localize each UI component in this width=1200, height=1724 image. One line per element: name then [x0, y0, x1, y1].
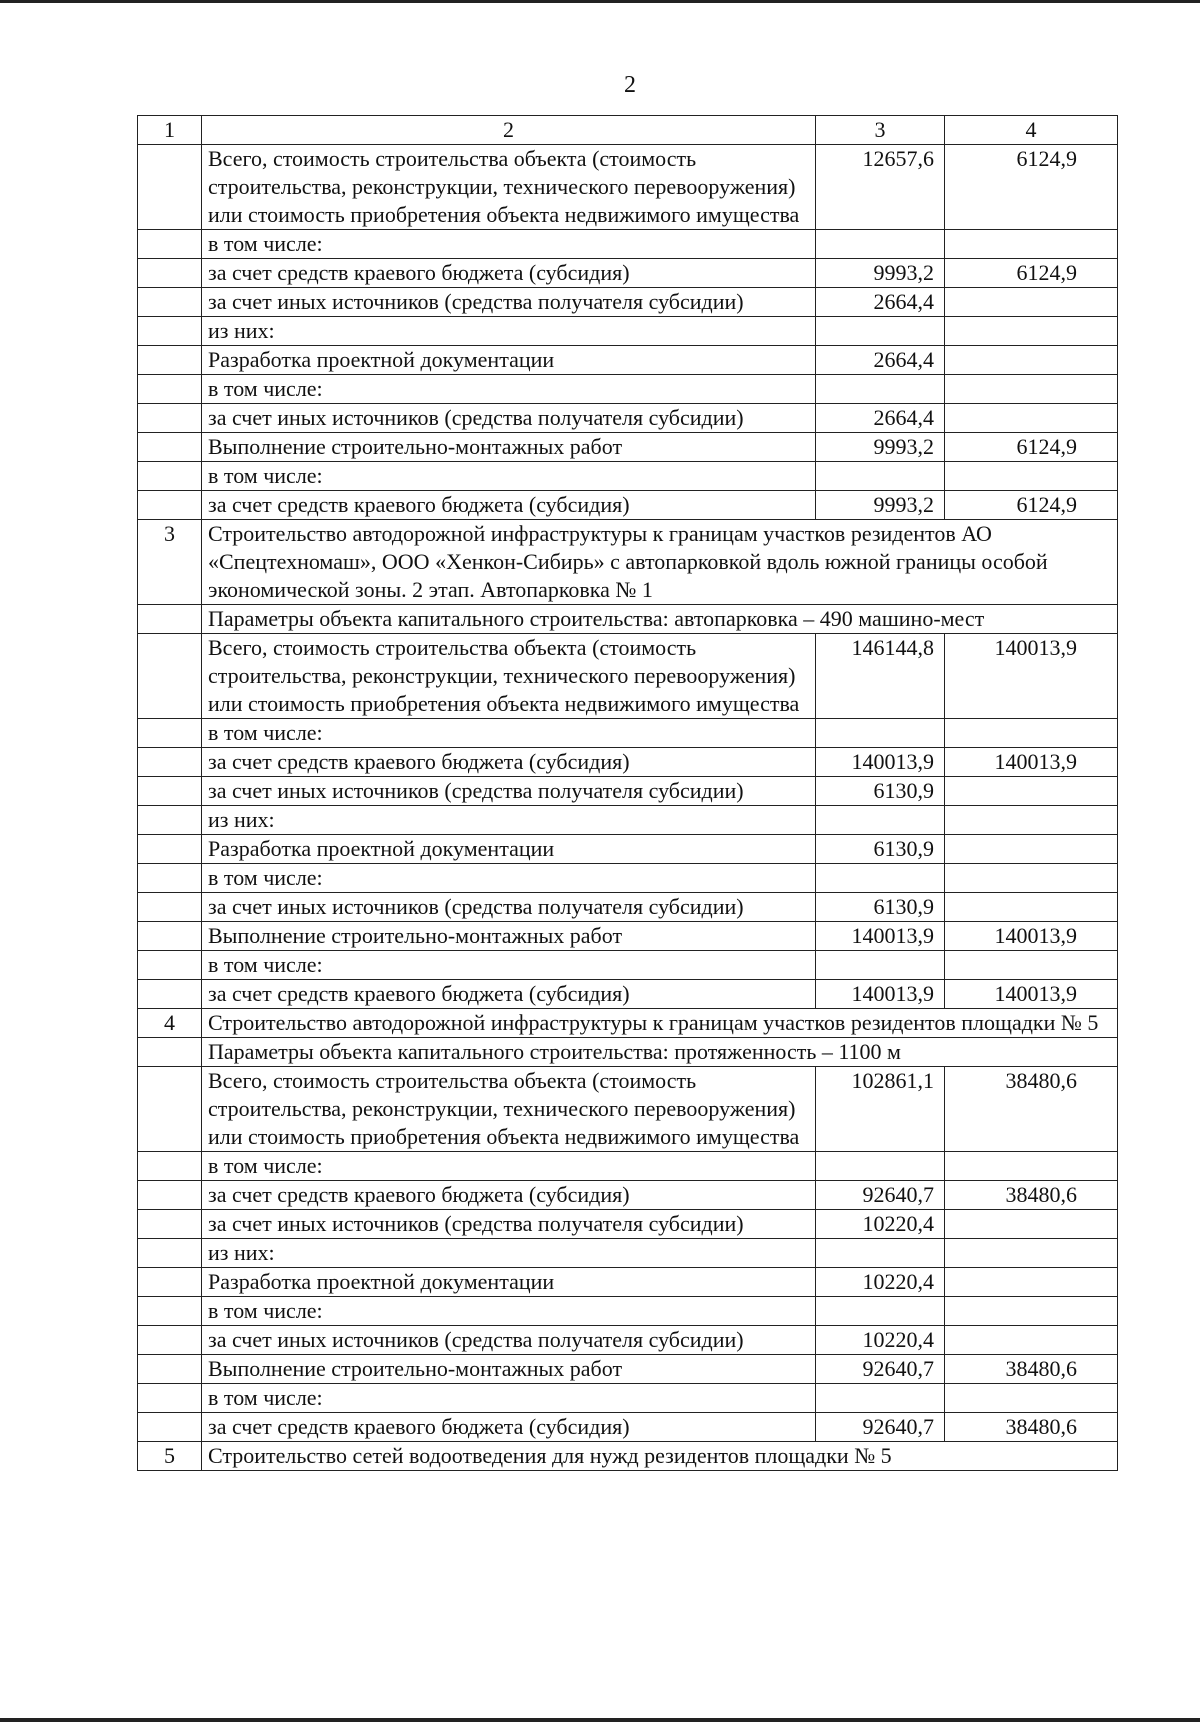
row-number	[138, 1297, 202, 1326]
row-description: в том числе:	[202, 1384, 816, 1413]
row-description: за счет иных источников (средства получателя субсидии)	[202, 777, 816, 806]
row-description: в том числе:	[202, 864, 816, 893]
table-row	[138, 1210, 1118, 1239]
table-row	[138, 230, 1118, 259]
table-row	[138, 806, 1118, 835]
row-description: в том числе:	[202, 1297, 816, 1326]
scan-bottom-edge	[0, 1718, 1200, 1722]
section-title: Параметры объекта капитального строительства: протяженность – 1100 м	[202, 1038, 1118, 1067]
value-col-3	[816, 951, 945, 980]
row-number	[138, 864, 202, 893]
row-number	[138, 605, 202, 634]
row-description: за счет средств краевого бюджета (субсидия)	[202, 491, 816, 520]
table-row	[138, 777, 1118, 806]
row-number	[138, 259, 202, 288]
value-col-4	[945, 346, 1118, 375]
row-number	[138, 1355, 202, 1384]
table-row	[138, 1355, 1118, 1384]
row-number	[138, 951, 202, 980]
row-number	[138, 346, 202, 375]
table-row	[138, 259, 1118, 288]
row-number	[138, 1268, 202, 1297]
table-row	[138, 145, 1118, 230]
section-title: Строительство сетей водоотведения для нужд резидентов площадки № 5	[202, 1442, 1118, 1471]
table-row	[138, 1326, 1118, 1355]
row-number	[138, 404, 202, 433]
row-description: за счет иных источников (средства получателя субсидии)	[202, 288, 816, 317]
section-title: Параметры объекта капитального строительства: автопарковка – 490 машино-мест	[202, 605, 1118, 634]
row-description: Разработка проектной документации	[202, 1268, 816, 1297]
table-row	[138, 462, 1118, 491]
value-col-4: 6124,9	[945, 433, 1118, 462]
table-row	[138, 980, 1118, 1009]
value-col-3	[816, 1384, 945, 1413]
value-col-4	[945, 1384, 1118, 1413]
row-number	[138, 230, 202, 259]
table-row	[138, 719, 1118, 748]
value-col-3: 6130,9	[816, 893, 945, 922]
value-col-3: 9993,2	[816, 491, 945, 520]
value-col-3	[816, 864, 945, 893]
value-col-3	[816, 462, 945, 491]
value-col-4: 140013,9	[945, 748, 1118, 777]
value-col-4	[945, 864, 1118, 893]
value-col-4: 140013,9	[945, 922, 1118, 951]
table-row	[138, 288, 1118, 317]
row-number	[138, 433, 202, 462]
value-col-3: 140013,9	[816, 922, 945, 951]
row-description: из них:	[202, 317, 816, 346]
row-description: за счет иных источников (средства получателя субсидии)	[202, 893, 816, 922]
value-col-4	[945, 288, 1118, 317]
value-col-3: 2664,4	[816, 288, 945, 317]
table-row	[138, 520, 1118, 605]
row-description: за счет средств краевого бюджета (субсидия)	[202, 748, 816, 777]
table-row	[138, 893, 1118, 922]
value-col-3: 2664,4	[816, 346, 945, 375]
row-description: из них:	[202, 806, 816, 835]
table-row	[138, 1009, 1118, 1038]
row-number	[138, 806, 202, 835]
value-col-3: 10220,4	[816, 1268, 945, 1297]
value-col-4	[945, 1152, 1118, 1181]
row-description: в том числе:	[202, 462, 816, 491]
header-col-3: 3	[816, 116, 945, 145]
row-description: Выполнение строительно-монтажных работ	[202, 433, 816, 462]
table-row	[138, 634, 1118, 719]
table-row	[138, 1152, 1118, 1181]
row-number	[138, 288, 202, 317]
table-row	[138, 491, 1118, 520]
scan-top-edge	[0, 0, 1200, 3]
table-row	[138, 375, 1118, 404]
row-description: за счет средств краевого бюджета (субсидия)	[202, 1181, 816, 1210]
value-col-4: 140013,9	[945, 634, 1118, 719]
value-col-3	[816, 1152, 945, 1181]
value-col-3: 140013,9	[816, 748, 945, 777]
table-row	[138, 404, 1118, 433]
value-col-3	[816, 806, 945, 835]
row-number	[138, 1384, 202, 1413]
value-col-3: 92640,7	[816, 1413, 945, 1442]
row-description: в том числе:	[202, 719, 816, 748]
row-description: Всего, стоимость строительства объекта (стоимость строительства, реконструкции, технического перевооружения) или стоимость приобретения объекта недвижимого имущества	[202, 634, 816, 719]
row-number	[138, 1152, 202, 1181]
row-number	[138, 375, 202, 404]
value-col-3: 2664,4	[816, 404, 945, 433]
row-number	[138, 893, 202, 922]
value-col-3: 102861,1	[816, 1067, 945, 1152]
table-row	[138, 1268, 1118, 1297]
section-title: Строительство автодорожной инфраструктуры к границам участков резидентов АО «Спецтехномаш», ООО «Хенкон-Сибирь» с автопарковкой вдоль южной границы особой экономической зоны. 2 этап. Автопарковка № 1	[202, 520, 1118, 605]
row-number	[138, 1413, 202, 1442]
row-number	[138, 1210, 202, 1239]
row-description: Всего, стоимость строительства объекта (стоимость строительства, реконструкции, технического перевооружения) или стоимость приобретения объекта недвижимого имущества	[202, 1067, 816, 1152]
value-col-4: 6124,9	[945, 145, 1118, 230]
row-number	[138, 1326, 202, 1355]
row-description: за счет иных источников (средства получателя субсидии)	[202, 404, 816, 433]
value-col-3: 6130,9	[816, 835, 945, 864]
row-description: за счет средств краевого бюджета (субсидия)	[202, 259, 816, 288]
value-col-3	[816, 1297, 945, 1326]
value-col-4	[945, 1297, 1118, 1326]
table-row	[138, 433, 1118, 462]
table-row	[138, 835, 1118, 864]
table-row	[138, 1384, 1118, 1413]
row-number	[138, 777, 202, 806]
value-col-3	[816, 375, 945, 404]
header-col-4: 4	[945, 116, 1118, 145]
row-description: в том числе:	[202, 375, 816, 404]
row-description: за счет иных источников (средства получателя субсидии)	[202, 1326, 816, 1355]
row-number	[138, 1181, 202, 1210]
value-col-3: 9993,2	[816, 259, 945, 288]
table-row	[138, 1297, 1118, 1326]
table-row	[138, 748, 1118, 777]
row-number	[138, 462, 202, 491]
row-number: 5	[138, 1442, 202, 1471]
row-number	[138, 719, 202, 748]
page-number: 2	[624, 72, 636, 98]
table-row	[138, 317, 1118, 346]
row-description: Разработка проектной документации	[202, 835, 816, 864]
row-number	[138, 317, 202, 346]
value-col-3: 140013,9	[816, 980, 945, 1009]
value-col-3: 146144,8	[816, 634, 945, 719]
row-number	[138, 1067, 202, 1152]
row-number	[138, 835, 202, 864]
value-col-4	[945, 835, 1118, 864]
table-row	[138, 605, 1118, 634]
row-description: в том числе:	[202, 230, 816, 259]
value-col-3	[816, 719, 945, 748]
row-number	[138, 980, 202, 1009]
row-description: из них:	[202, 1239, 816, 1268]
value-col-4	[945, 806, 1118, 835]
value-col-4: 6124,9	[945, 491, 1118, 520]
header-col-2: 2	[202, 116, 816, 145]
row-number	[138, 634, 202, 719]
row-description: за счет средств краевого бюджета (субсидия)	[202, 1413, 816, 1442]
cost-table	[137, 115, 1118, 1471]
row-number	[138, 145, 202, 230]
value-col-4	[945, 375, 1118, 404]
value-col-4: 38480,6	[945, 1181, 1118, 1210]
row-description: в том числе:	[202, 1152, 816, 1181]
row-number: 3	[138, 520, 202, 605]
table-row	[138, 922, 1118, 951]
value-col-4: 6124,9	[945, 259, 1118, 288]
row-number	[138, 1038, 202, 1067]
value-col-4: 38480,6	[945, 1413, 1118, 1442]
value-col-4	[945, 951, 1118, 980]
table-row	[138, 346, 1118, 375]
value-col-4: 38480,6	[945, 1355, 1118, 1384]
row-description: Выполнение строительно-монтажных работ	[202, 922, 816, 951]
value-col-4	[945, 719, 1118, 748]
value-col-4	[945, 893, 1118, 922]
row-number	[138, 922, 202, 951]
section-title: Строительство автодорожной инфраструктуры к границам участков резидентов площадки № 5	[202, 1009, 1118, 1038]
row-description: за счет иных источников (средства получателя субсидии)	[202, 1210, 816, 1239]
row-description: Разработка проектной документации	[202, 346, 816, 375]
row-description: Выполнение строительно-монтажных работ	[202, 1355, 816, 1384]
value-col-3: 92640,7	[816, 1355, 945, 1384]
value-col-4	[945, 1326, 1118, 1355]
value-col-4: 38480,6	[945, 1067, 1118, 1152]
table-row	[138, 864, 1118, 893]
table-row	[138, 1239, 1118, 1268]
row-description: за счет средств краевого бюджета (субсидия)	[202, 980, 816, 1009]
table-row	[138, 951, 1118, 980]
table-row	[138, 1413, 1118, 1442]
row-description: Всего, стоимость строительства объекта (стоимость строительства, реконструкции, технического перевооружения) или стоимость приобретения объекта недвижимого имущества	[202, 145, 816, 230]
cost-table-body	[138, 116, 1118, 1471]
row-number	[138, 1239, 202, 1268]
value-col-3: 10220,4	[816, 1210, 945, 1239]
value-col-4	[945, 404, 1118, 433]
value-col-4	[945, 1210, 1118, 1239]
value-col-4	[945, 230, 1118, 259]
table-row	[138, 1067, 1118, 1152]
value-col-4	[945, 462, 1118, 491]
row-number	[138, 748, 202, 777]
value-col-4	[945, 317, 1118, 346]
value-col-3	[816, 230, 945, 259]
table-header-row	[138, 116, 1118, 145]
value-col-3	[816, 317, 945, 346]
value-col-3: 9993,2	[816, 433, 945, 462]
value-col-4	[945, 1268, 1118, 1297]
value-col-3: 12657,6	[816, 145, 945, 230]
header-col-1: 1	[138, 116, 202, 145]
value-col-3: 92640,7	[816, 1181, 945, 1210]
value-col-3	[816, 1239, 945, 1268]
value-col-4	[945, 1239, 1118, 1268]
value-col-3: 6130,9	[816, 777, 945, 806]
value-col-3: 10220,4	[816, 1326, 945, 1355]
table-row	[138, 1038, 1118, 1067]
table-row	[138, 1181, 1118, 1210]
value-col-4	[945, 777, 1118, 806]
row-number	[138, 491, 202, 520]
table-row	[138, 1442, 1118, 1471]
row-description: в том числе:	[202, 951, 816, 980]
value-col-4: 140013,9	[945, 980, 1118, 1009]
row-number: 4	[138, 1009, 202, 1038]
